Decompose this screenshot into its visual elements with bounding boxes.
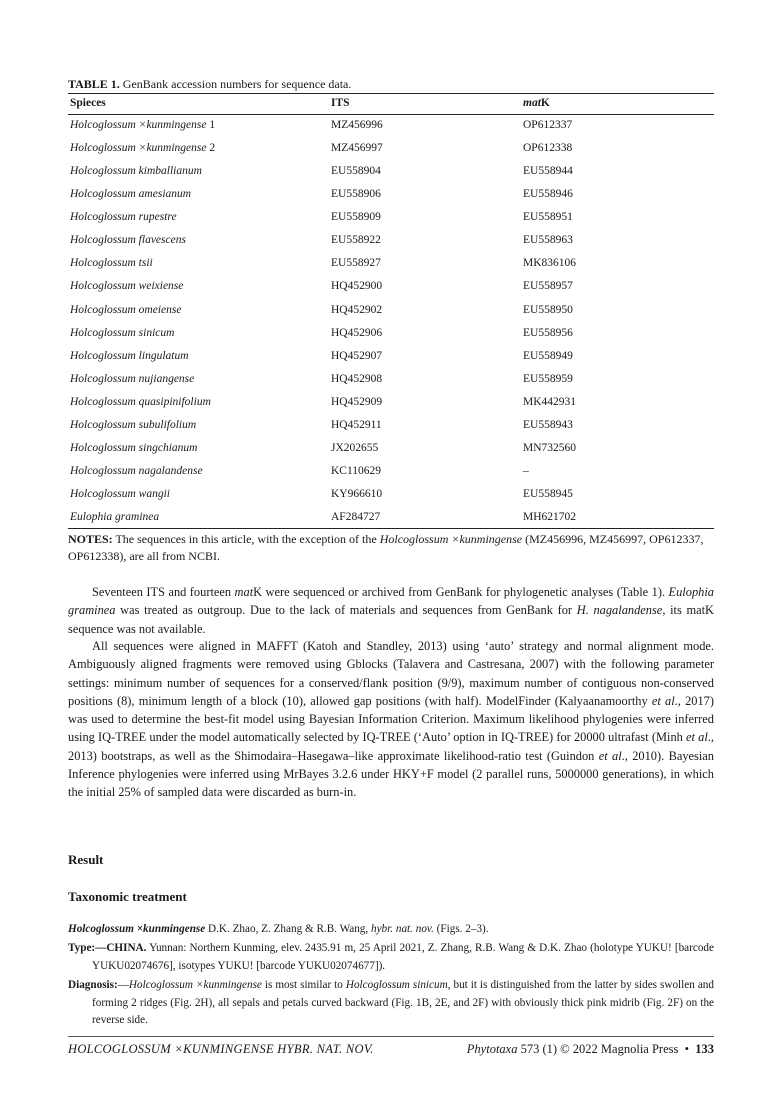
cell-species-wrap <box>70 350 189 362</box>
table-row <box>68 327 714 350</box>
text: ., 2017) was used to determine the best-fit model using Bayesian Information Criterion. Maximum likelihood phylogenies were inferred using IQ-TREE under the model automatically selected by IQ-TREE (‘Auto’ option in IQ-TREE) for 20000 ultrafast (Minh <box>68 693 714 745</box>
cell-matk: EU558945 <box>523 488 573 501</box>
taxon-status: hybr. nat. nov. <box>371 923 434 935</box>
journal-name: Phytotaxa <box>466 1042 518 1056</box>
table-row <box>68 396 714 419</box>
taxon-name-entry <box>68 921 714 939</box>
text: ., 2013) bootstraps, as well as the Shimodaira–Hasegawa–like approximate likelihood-ratio test (Guindon <box>68 730 714 763</box>
cell-its: HQ452906 <box>331 326 383 339</box>
methods-paragraph-1 <box>68 583 714 638</box>
cell-species-suffix: 2 <box>206 142 216 155</box>
cell-species: Holcoglossum nagalandense <box>70 465 203 478</box>
cell-species: Holcoglossum weixiense <box>70 280 184 293</box>
cell-species: Holcoglossum rupestre <box>70 211 177 224</box>
cell-species-wrap <box>70 419 196 431</box>
journal-info <box>467 1042 714 1057</box>
cell-species-wrap <box>70 396 211 408</box>
cell-species-wrap <box>70 211 177 223</box>
et-al: et al <box>651 693 675 708</box>
text: is most similar to <box>261 979 346 991</box>
cell-species: Holcoglossum ×kunmingense <box>70 142 207 155</box>
cell-its: KY966610 <box>331 488 383 501</box>
text: , its matK sequence was not available. <box>68 603 715 636</box>
cell-species: Holcoglossum singchianum <box>70 441 198 454</box>
page-number: 133 <box>695 1042 714 1056</box>
cell-species-wrap <box>70 442 197 454</box>
cell-its: MZ456996 <box>331 119 383 131</box>
table-row <box>68 142 714 165</box>
text: K were sequenced or archived from GenBank for phylogenetic analyses (Table 1). <box>253 585 669 599</box>
text: , but it is distinguished from the latter by sides swollen and forming 2 ridges (Fig. 2H), all sepals and petals curved backward (Fig. 1B, 2E, and 2F) with obviously thick pink midrib (Fig. 2F) on the reverse side. <box>92 979 714 1027</box>
diagnosis-label: Diagnosis: <box>68 979 118 991</box>
text: — <box>117 979 129 991</box>
cell-matk: EU558957 <box>523 280 573 293</box>
table-row <box>68 419 714 442</box>
cell-matk: OP612338 <box>523 142 573 155</box>
cell-species: Holcoglossum ×kunmingense <box>70 119 207 131</box>
text: Seventeen ITS and fourteen <box>92 585 235 599</box>
cell-species: Holcoglossum subulifolium <box>70 418 197 431</box>
table-row <box>68 350 714 373</box>
cell-its: EU558909 <box>331 211 381 224</box>
table-caption <box>68 77 351 92</box>
cell-species-wrap <box>70 511 159 523</box>
cell-species-wrap <box>70 280 183 292</box>
type-text: Yunnan: Northern Kunming, elev. 2435.91 m, 25 April 2021, Z. Zhang, R.B. Wang & D.K. Zhao (holotype YUKU! [barcode YUKU02074676], isotypes YUKU! [barcode YUKU02074677]). <box>92 942 714 972</box>
table-row <box>68 211 714 234</box>
cell-matk: EU558944 <box>523 165 573 178</box>
cell-matk: EU558963 <box>523 234 573 247</box>
cell-species: Holcoglossum quasipinifolium <box>70 395 211 408</box>
table-top-rule <box>68 93 714 94</box>
cell-species-wrap <box>70 142 215 154</box>
methods-paragraph-2 <box>68 637 714 802</box>
cell-its: EU558906 <box>331 188 381 201</box>
notes-text-end: (MZ456996, MZ456997, OP612337, OP612338), are all from NCBI. <box>68 532 704 563</box>
cell-its: AF284727 <box>331 511 381 524</box>
cell-matk: MH621702 <box>523 511 577 524</box>
section-heading-result: Result <box>68 852 104 867</box>
table-row <box>68 304 714 327</box>
cell-its: HQ452911 <box>331 418 382 431</box>
separator: • <box>678 1042 696 1056</box>
cell-matk: EU558959 <box>523 372 573 385</box>
cell-species: Holcoglossum kimballianum <box>70 165 202 178</box>
column-header-matk: matK <box>523 97 550 109</box>
diagnosis-entry <box>68 977 714 1030</box>
taxon-figs: (Figs. 2–3). <box>433 923 489 935</box>
cell-its: HQ452900 <box>331 280 383 293</box>
taxon-name: H. nagalandense <box>576 603 663 618</box>
table-row <box>68 234 714 257</box>
cell-species-wrap <box>70 304 181 316</box>
cell-matk: OP612337 <box>523 119 573 131</box>
cell-its: EU558922 <box>331 234 381 247</box>
table-row <box>68 257 714 280</box>
table-header-rule <box>68 114 714 115</box>
notes-label: NOTES: <box>68 532 113 546</box>
table-row <box>68 280 714 303</box>
running-title: HOLCOGLOSSUM ×KUNMINGENSE HYBR. NAT. NOV. <box>68 1042 374 1056</box>
table-row <box>68 488 714 511</box>
gene-name: mat <box>234 585 254 599</box>
cell-species-wrap <box>70 373 194 385</box>
cell-its: MZ456997 <box>331 142 383 155</box>
journal-issue: 573 (1) © 2022 Magnolia Press <box>517 1042 679 1056</box>
cell-species-suffix: 1 <box>206 119 216 131</box>
cell-matk: EU558946 <box>523 188 573 201</box>
cell-its: KC110629 <box>331 465 382 478</box>
type-label: Type:—CHINA. <box>68 942 147 954</box>
cell-species: Holcoglossum sinicum <box>70 326 175 339</box>
taxon-name: Holcoglossum ×kunmingense <box>128 979 262 991</box>
notes-taxon: Holcoglossum ×kunmingense <box>379 532 523 546</box>
cell-species-wrap <box>70 465 203 477</box>
cell-matk: MK836106 <box>523 257 577 270</box>
cell-matk: – <box>523 465 529 478</box>
cell-species: Holcoglossum nujiangense <box>70 372 195 385</box>
cell-species-wrap <box>70 234 186 246</box>
text: All sequences were aligned in MAFFT (Katoh and Standley, 2013) using ‘auto’ strategy and normal alignment mode. Ambiguously aligned fragments were removed using Gblocks (Talavera and Castresana, 2007) with the following parameter settings: minimum number of sequences for a conserved/flank position (9/9), maximum number of contiguous non-conserved positions (8), minimum length of a block (10), allowed gap positions (with half). ModelFinder (Kalyaanamoorthy <box>68 639 714 708</box>
type-entry <box>68 940 714 975</box>
cell-species: Holcoglossum amesianum <box>70 188 192 201</box>
cell-its: EU558927 <box>331 257 381 270</box>
cell-matk: MK442931 <box>523 395 577 408</box>
cell-its: HQ452902 <box>331 303 383 316</box>
table-row <box>68 188 714 211</box>
table-row <box>68 373 714 396</box>
cell-species: Holcoglossum lingulatum <box>70 349 189 362</box>
cell-species-wrap <box>70 119 215 131</box>
table-caption-text: GenBank accession numbers for sequence data. <box>119 77 352 91</box>
cell-species: Eulophia graminea <box>70 511 160 524</box>
text: ., 2010). Bayesian Inference phylogenies were inferred using MrBayes 3.2.6 under HKY+F model (2 parallel runs, 5000000 generations), in which the initial 25% of sampled data were discarded as burn-in. <box>68 748 715 800</box>
cell-species-wrap <box>70 188 191 200</box>
text: was treated as outgroup. Due to the lack of materials and sequences from GenBank for <box>115 603 577 618</box>
cell-its: EU558904 <box>331 165 381 178</box>
section-heading-taxonomic: Taxonomic treatment <box>68 889 187 904</box>
cell-matk: EU558950 <box>523 303 573 316</box>
cell-matk: EU558949 <box>523 349 573 362</box>
table-notes <box>68 531 714 565</box>
cell-its: JX202655 <box>331 441 379 454</box>
cell-species: Holcoglossum tsii <box>70 257 153 270</box>
table-row <box>68 442 714 465</box>
et-al: et al <box>686 730 708 745</box>
cell-species-wrap <box>70 488 170 500</box>
notes-text: The sequences in this article, with the exception of the <box>112 532 380 546</box>
cell-matk: EU558943 <box>523 418 573 431</box>
cell-species: Holcoglossum omeiense <box>70 303 182 316</box>
taxon-name: Holcoglossum ×kunmingense <box>68 923 206 935</box>
taxon-name: Eulophia graminea <box>68 585 714 618</box>
table-caption-label: TABLE 1. <box>68 77 120 91</box>
table-row <box>68 119 714 142</box>
cell-species-wrap <box>70 257 153 269</box>
column-header-its: ITS <box>331 97 350 109</box>
cell-its: HQ452909 <box>331 395 383 408</box>
footer-rule <box>68 1036 714 1037</box>
cell-matk: EU558956 <box>523 326 573 339</box>
table-bottom-rule <box>68 528 714 529</box>
cell-matk: EU558951 <box>523 211 573 224</box>
cell-its: HQ452907 <box>331 349 383 362</box>
taxon-name: Holcoglossum sinicum <box>345 979 448 991</box>
cell-its: HQ452908 <box>331 372 383 385</box>
table-row <box>68 465 714 488</box>
et-al: et al <box>598 748 622 763</box>
table-row <box>68 165 714 188</box>
cell-species-wrap <box>70 165 202 177</box>
cell-species: Holcoglossum wangii <box>70 488 170 501</box>
cell-matk: MN732560 <box>523 441 577 454</box>
cell-species-wrap <box>70 327 174 339</box>
column-header-species: Spieces <box>70 97 106 109</box>
cell-species: Holcoglossum flavescens <box>70 234 186 247</box>
taxon-authors: D.K. Zhao, Z. Zhang & R.B. Wang, <box>205 923 371 935</box>
